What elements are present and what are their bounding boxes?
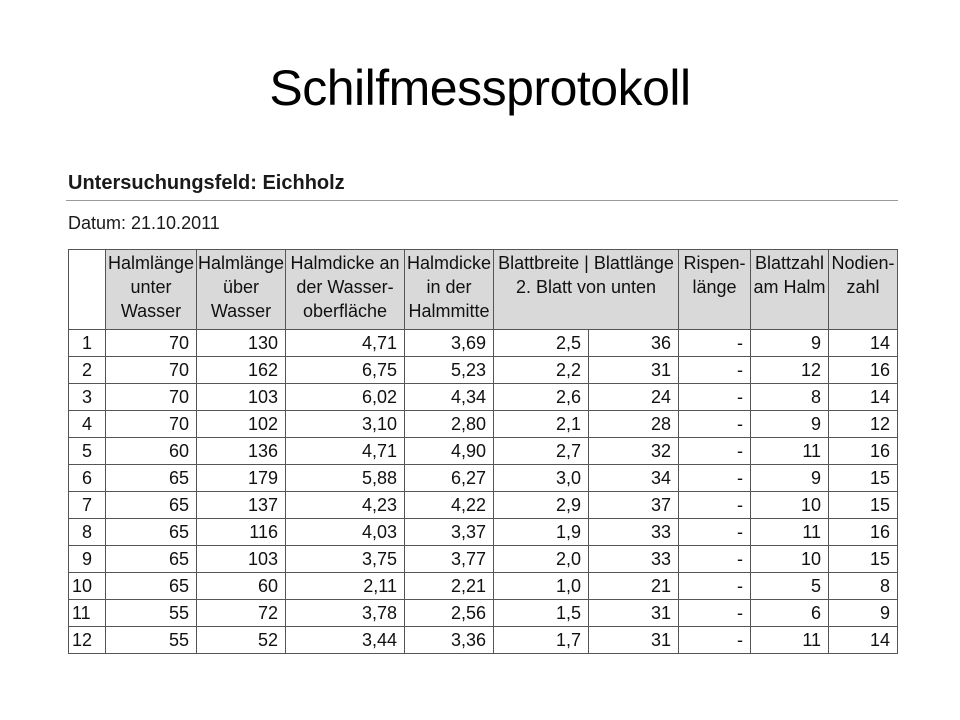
cell-rispenlaenge: - [679,330,751,357]
cell-halmdicke-wasseroberflaeche: 4,23 [286,492,405,519]
cell-halmlaenge-unter-wasser: 60 [106,438,197,465]
header-halmdicke-halmmitte [405,250,494,330]
cell-halmdicke-wasseroberflaeche: 3,75 [286,546,405,573]
cell-nodienzahl: 14 [829,627,898,654]
cell-blattbreite: 2,7 [494,438,589,465]
measurement-table [68,249,898,654]
cell-rispenlaenge: - [679,519,751,546]
cell-blattzahl: 9 [751,465,829,492]
header-line: der Wasser- [296,277,394,297]
cell-halmdicke-halmmitte: 3,69 [405,330,494,357]
cell-nodienzahl: 9 [829,600,898,627]
header-line: am Halm [753,277,826,297]
cell-halmlaenge-unter-wasser: 70 [106,384,197,411]
header-line: Nodien- [831,253,895,273]
cell-halmdicke-halmmitte: 2,56 [405,600,494,627]
cell-halmdicke-halmmitte: 4,90 [405,438,494,465]
cell-blattbreite: 2,9 [494,492,589,519]
header-line: länge [692,277,737,297]
cell-halmlaenge-unter-wasser: 55 [106,600,197,627]
header-halmlaenge-ueber-wasser [197,250,286,330]
table-body [69,330,898,654]
cell-halmlaenge-ueber-wasser: 60 [197,573,286,600]
date-line: Datum: 21.10.2011 [68,213,220,233]
cell-halmlaenge-unter-wasser: 65 [106,546,197,573]
cell-nodienzahl: 15 [829,465,898,492]
cell-blattzahl: 9 [751,330,829,357]
cell-halmdicke-wasseroberflaeche: 3,44 [286,627,405,654]
table-row [69,465,898,492]
cell-blattlaenge: 34 [589,465,679,492]
table-row [69,519,898,546]
cell-nodienzahl: 14 [829,330,898,357]
cell-halmdicke-wasseroberflaeche: 6,75 [286,357,405,384]
cell-halmlaenge-ueber-wasser: 116 [197,519,286,546]
cell-blattzahl: 11 [751,627,829,654]
cell-row-number: 2 [69,357,106,384]
cell-blattzahl: 5 [751,573,829,600]
cell-rispenlaenge: - [679,492,751,519]
cell-halmlaenge-unter-wasser: 65 [106,519,197,546]
cell-halmdicke-halmmitte: 3,77 [405,546,494,573]
cell-nodienzahl: 12 [829,411,898,438]
cell-blattlaenge: 33 [589,519,679,546]
cell-rispenlaenge: - [679,573,751,600]
header-line: Blattbreite | Blattlänge [498,253,674,273]
cell-blattbreite: 2,1 [494,411,589,438]
cell-row-number: 12 [69,627,106,654]
header-line: zahl [846,277,880,297]
header-line: Halmdicke [406,253,492,273]
header-line: Rispen- [683,253,746,273]
table-row [69,357,898,384]
cell-halmdicke-wasseroberflaeche: 3,78 [286,600,405,627]
cell-row-number: 11 [69,600,106,627]
header-line: unter [130,277,172,297]
header-halmlaenge-unter-wasser [106,250,197,330]
cell-halmlaenge-unter-wasser: 65 [106,492,197,519]
cell-blattlaenge: 33 [589,546,679,573]
header-line: Halmdicke an [290,253,400,273]
cell-halmlaenge-ueber-wasser: 130 [197,330,286,357]
cell-blattbreite: 2,0 [494,546,589,573]
header-rispenlaenge [679,250,751,330]
cell-rispenlaenge: - [679,384,751,411]
header-nodienzahl [829,250,898,330]
cell-row-number: 8 [69,519,106,546]
cell-blattzahl: 10 [751,546,829,573]
cell-halmdicke-wasseroberflaeche: 4,71 [286,330,405,357]
header-line: 2. Blatt von unten [515,277,657,297]
cell-halmdicke-halmmitte: 4,34 [405,384,494,411]
title-divider [66,200,898,201]
cell-halmlaenge-unter-wasser: 70 [106,357,197,384]
cell-halmdicke-wasseroberflaeche: 5,88 [286,465,405,492]
cell-halmlaenge-ueber-wasser: 72 [197,600,286,627]
cell-halmlaenge-unter-wasser: 55 [106,627,197,654]
header-halmdicke-wasseroberflaeche [286,250,405,330]
cell-blattbreite: 1,7 [494,627,589,654]
cell-blattzahl: 10 [751,492,829,519]
cell-rispenlaenge: - [679,600,751,627]
header-line: Halmlänge [107,253,195,273]
cell-nodienzahl: 15 [829,492,898,519]
cell-halmlaenge-unter-wasser: 65 [106,465,197,492]
table-row [69,492,898,519]
header-row [69,250,898,330]
cell-halmdicke-halmmitte: 3,37 [405,519,494,546]
cell-halmdicke-wasseroberflaeche: 4,71 [286,438,405,465]
header-line: Wasser [210,301,272,321]
slide-title: Schilfmessprotokoll [269,60,691,116]
cell-rispenlaenge: - [679,627,751,654]
cell-nodienzahl: 15 [829,546,898,573]
cell-halmlaenge-ueber-wasser: 103 [197,546,286,573]
cell-halmdicke-halmmitte: 5,23 [405,357,494,384]
cell-halmlaenge-ueber-wasser: 179 [197,465,286,492]
cell-nodienzahl: 8 [829,573,898,600]
cell-halmdicke-halmmitte: 6,27 [405,465,494,492]
table-row [69,411,898,438]
cell-blattlaenge: 31 [589,357,679,384]
table-row [69,384,898,411]
table-row [69,627,898,654]
header-line: Halmlänge [197,253,285,273]
cell-halmlaenge-ueber-wasser: 103 [197,384,286,411]
cell-row-number: 5 [69,438,106,465]
cell-blattbreite: 1,9 [494,519,589,546]
header-line: oberfläche [302,301,388,321]
header-corner [69,250,106,330]
cell-row-number: 6 [69,465,106,492]
cell-row-number: 10 [69,573,106,600]
cell-blattbreite: 2,2 [494,357,589,384]
cell-halmlaenge-ueber-wasser: 162 [197,357,286,384]
header-line: Blattzahl [754,253,825,273]
cell-blattlaenge: 24 [589,384,679,411]
cell-halmlaenge-ueber-wasser: 52 [197,627,286,654]
header-line: über [222,277,260,297]
cell-blattlaenge: 31 [589,600,679,627]
cell-blattlaenge: 28 [589,411,679,438]
cell-halmlaenge-ueber-wasser: 102 [197,411,286,438]
cell-blattbreite: 1,5 [494,600,589,627]
cell-rispenlaenge: - [679,357,751,384]
cell-halmdicke-halmmitte: 4,22 [405,492,494,519]
cell-row-number: 9 [69,546,106,573]
cell-blattzahl: 11 [751,438,829,465]
cell-nodienzahl: 16 [829,519,898,546]
cell-halmdicke-halmmitte: 3,36 [405,627,494,654]
cell-halmdicke-halmmitte: 2,80 [405,411,494,438]
cell-halmdicke-wasseroberflaeche: 6,02 [286,384,405,411]
cell-blattbreite: 3,0 [494,465,589,492]
header-blattzahl [751,250,829,330]
header-blattbreite-blattlaenge [494,250,679,330]
cell-rispenlaenge: - [679,411,751,438]
cell-halmdicke-wasseroberflaeche: 3,10 [286,411,405,438]
cell-halmlaenge-unter-wasser: 70 [106,330,197,357]
cell-blattzahl: 8 [751,384,829,411]
cell-blattlaenge: 32 [589,438,679,465]
cell-nodienzahl: 14 [829,384,898,411]
cell-blattlaenge: 31 [589,627,679,654]
cell-blattlaenge: 21 [589,573,679,600]
cell-nodienzahl: 16 [829,438,898,465]
cell-blattbreite: 2,5 [494,330,589,357]
cell-blattzahl: 9 [751,411,829,438]
header-line: Halmmitte [408,301,490,321]
field-title: Untersuchungsfeld: Eichholz [68,172,345,194]
cell-rispenlaenge: - [679,465,751,492]
cell-halmlaenge-unter-wasser: 70 [106,411,197,438]
cell-blattlaenge: 36 [589,330,679,357]
cell-row-number: 4 [69,411,106,438]
header-line: Wasser [120,301,182,321]
cell-blattzahl: 6 [751,600,829,627]
cell-halmlaenge-ueber-wasser: 136 [197,438,286,465]
cell-halmlaenge-unter-wasser: 65 [106,573,197,600]
cell-rispenlaenge: - [679,438,751,465]
cell-blattzahl: 11 [751,519,829,546]
cell-nodienzahl: 16 [829,357,898,384]
table-row [69,600,898,627]
cell-row-number: 7 [69,492,106,519]
table-row [69,546,898,573]
cell-row-number: 1 [69,330,106,357]
cell-halmdicke-wasseroberflaeche: 4,03 [286,519,405,546]
table-row [69,330,898,357]
cell-halmdicke-wasseroberflaeche: 2,11 [286,573,405,600]
cell-rispenlaenge: - [679,546,751,573]
header-line: in der [426,277,472,297]
cell-blattlaenge: 37 [589,492,679,519]
cell-halmlaenge-ueber-wasser: 137 [197,492,286,519]
cell-blattbreite: 1,0 [494,573,589,600]
cell-row-number: 3 [69,384,106,411]
cell-blattzahl: 12 [751,357,829,384]
cell-blattbreite: 2,6 [494,384,589,411]
table-row [69,573,898,600]
cell-halmdicke-halmmitte: 2,21 [405,573,494,600]
table-row [69,438,898,465]
